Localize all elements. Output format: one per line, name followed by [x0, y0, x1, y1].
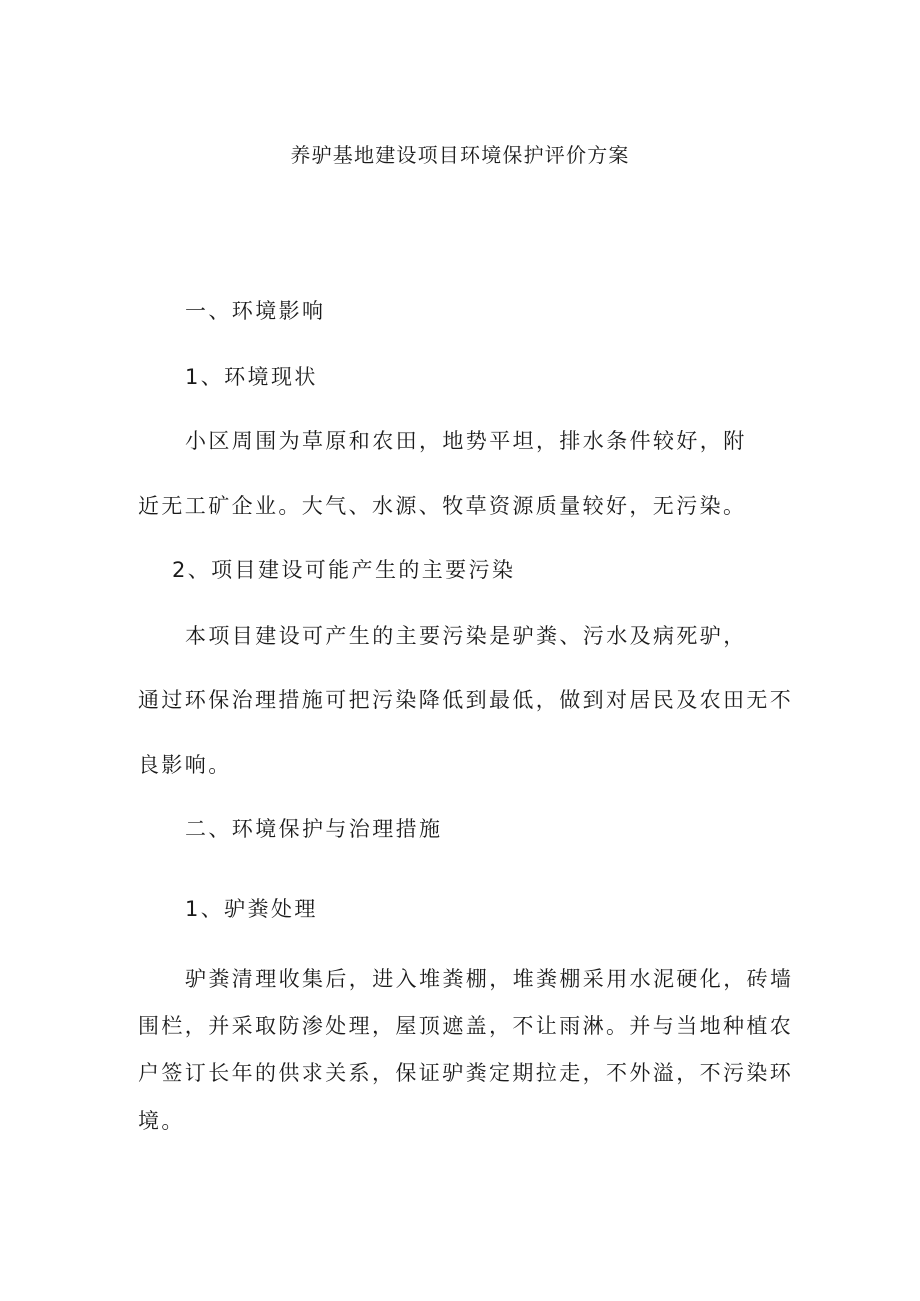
paragraph-line: 围栏，并采取防渗处理，屋顶遮盖，不让雨淋。并与当地种植农	[138, 1014, 794, 1038]
paragraph-line: 本项目建设可产生的主要污染是驴粪、污水及病死驴，	[185, 624, 747, 648]
paragraph-line: 小区周围为草原和农田，地势平坦，排水条件较好，附	[185, 429, 747, 453]
document-title: 养驴基地建设项目环境保护评价方案	[290, 143, 630, 167]
paragraph-line: 户签订长年的供求关系，保证驴粪定期拉走，不外溢，不污染环	[138, 1061, 794, 1085]
paragraph-line: 通过环保治理措施可把污染降低到最低，做到对居民及农田无不	[138, 688, 794, 712]
paragraph-line: 境。	[138, 1109, 185, 1133]
section-heading-protection-measures: 二、环境保护与治理措施	[185, 817, 443, 841]
section-heading-environmental-impact: 一、环境影响	[185, 299, 326, 323]
subsection-heading-main-pollution: 2、项目建设可能产生的主要污染	[172, 558, 516, 582]
paragraph-line: 驴粪清理收集后，进入堆粪棚，堆粪棚采用水泥硬化，砖墙	[185, 967, 794, 991]
subsection-heading-manure-treatment: 1、驴粪处理	[185, 897, 318, 921]
paragraph-line: 良影响。	[138, 753, 232, 777]
paragraph-line: 近无工矿企业。大气、水源、牧草资源质量较好，无污染。	[138, 494, 747, 518]
subsection-heading-environment-status: 1、环境现状	[185, 365, 318, 389]
